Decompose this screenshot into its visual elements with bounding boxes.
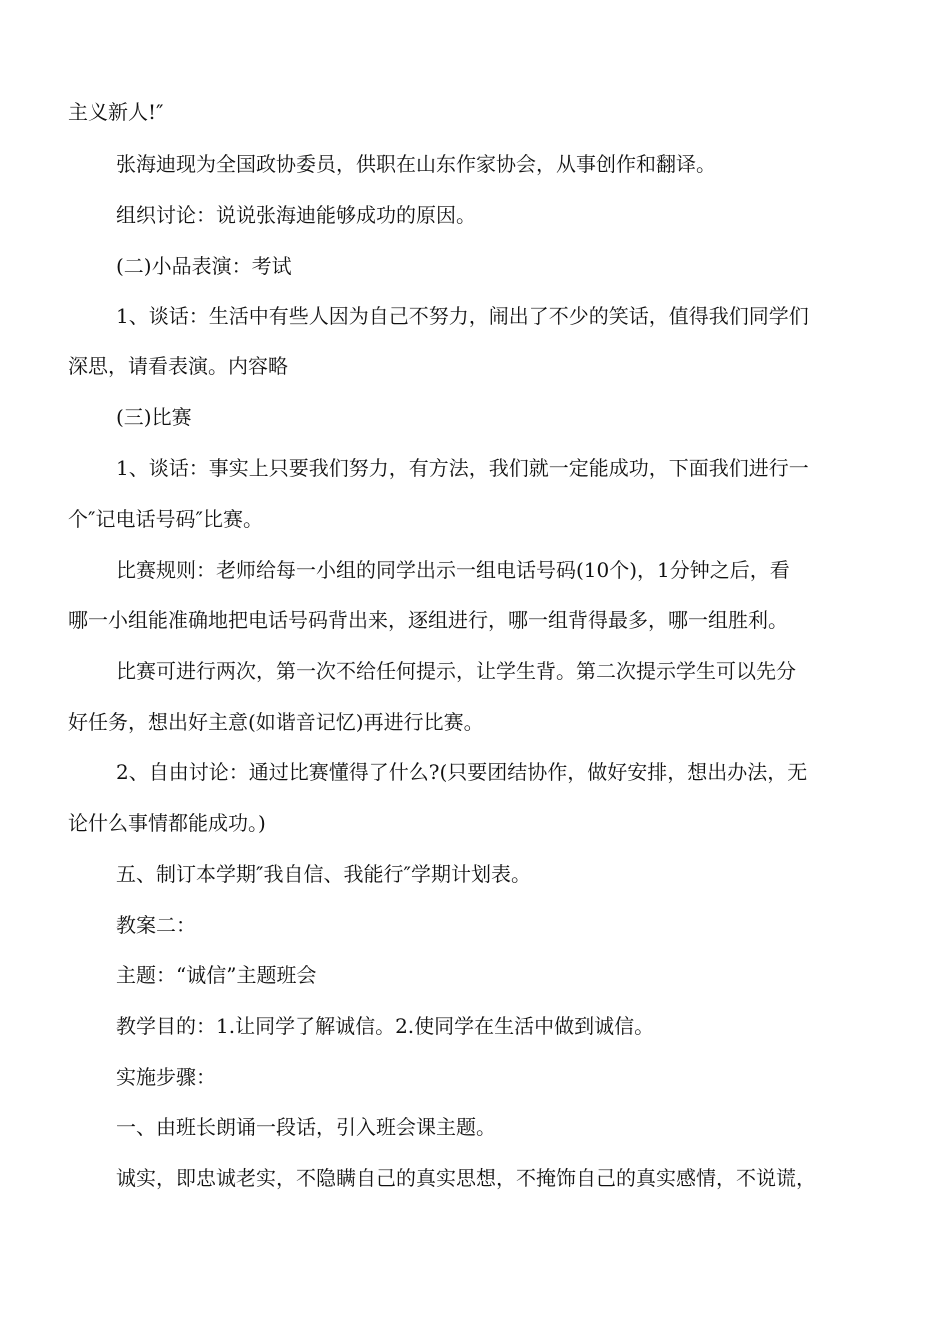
text-line: 论什么事情都能成功。) — [68, 811, 266, 835]
text-line: 深思，请看表演。内容略 — [68, 354, 288, 378]
text-line: 个″记电话号码″比赛。 — [68, 507, 263, 531]
text-line: 诚实，即忠诚老实，不隐瞒自己的真实思想，不掩饰自己的真实感情，不说谎， — [116, 1166, 816, 1190]
text-line: 一、由班长朗诵一段话，引入班会课主题。 — [116, 1115, 496, 1139]
text-line: 组织讨论：说说张海迪能够成功的原因。 — [116, 203, 476, 227]
text-line: 实施步骤： — [116, 1065, 216, 1089]
text-line: 教案二： — [116, 913, 196, 937]
text-line: 主题：“诚信”主题班会 — [116, 963, 317, 987]
text-line: (三)比赛 — [116, 405, 192, 429]
text-line: 2、自由讨论：通过比赛懂得了什么?(只要团结协作，做好安排，想出办法，无 — [116, 760, 808, 784]
text-line: 比赛规则：老师给每一小组的同学出示一组电话号码(10个)，1分钟之后，看 — [116, 558, 790, 582]
text-line: (二)小品表演：考试 — [116, 254, 292, 278]
text-line: 五、制订本学期″我自信、我能行″学期计划表。 — [116, 862, 531, 886]
text-line: 哪一小组能准确地把电话号码背出来，逐组进行，哪一组背得最多，哪一组胜利。 — [68, 608, 788, 632]
text-line: 张海迪现为全国政协委员，供职在山东作家协会，从事创作和翻译。 — [116, 152, 716, 176]
text-line: 1、谈话：生活中有些人因为自己不努力，闹出了不少的笑话，值得我们同学们 — [116, 304, 809, 328]
text-line: 好任务，想出好主意(如谐音记忆)再进行比赛。 — [68, 710, 484, 734]
text-line: 教学目的：1.让同学了解诚信。2.使同学在生活中做到诚信。 — [116, 1014, 655, 1038]
text-line: 主义新人!″ — [68, 100, 164, 124]
text-line: 比赛可进行两次，第一次不给任何提示，让学生背。第二次提示学生可以先分 — [116, 659, 796, 683]
text-line: 1、谈话：事实上只要我们努力，有方法，我们就一定能成功，下面我们进行一 — [116, 456, 809, 480]
